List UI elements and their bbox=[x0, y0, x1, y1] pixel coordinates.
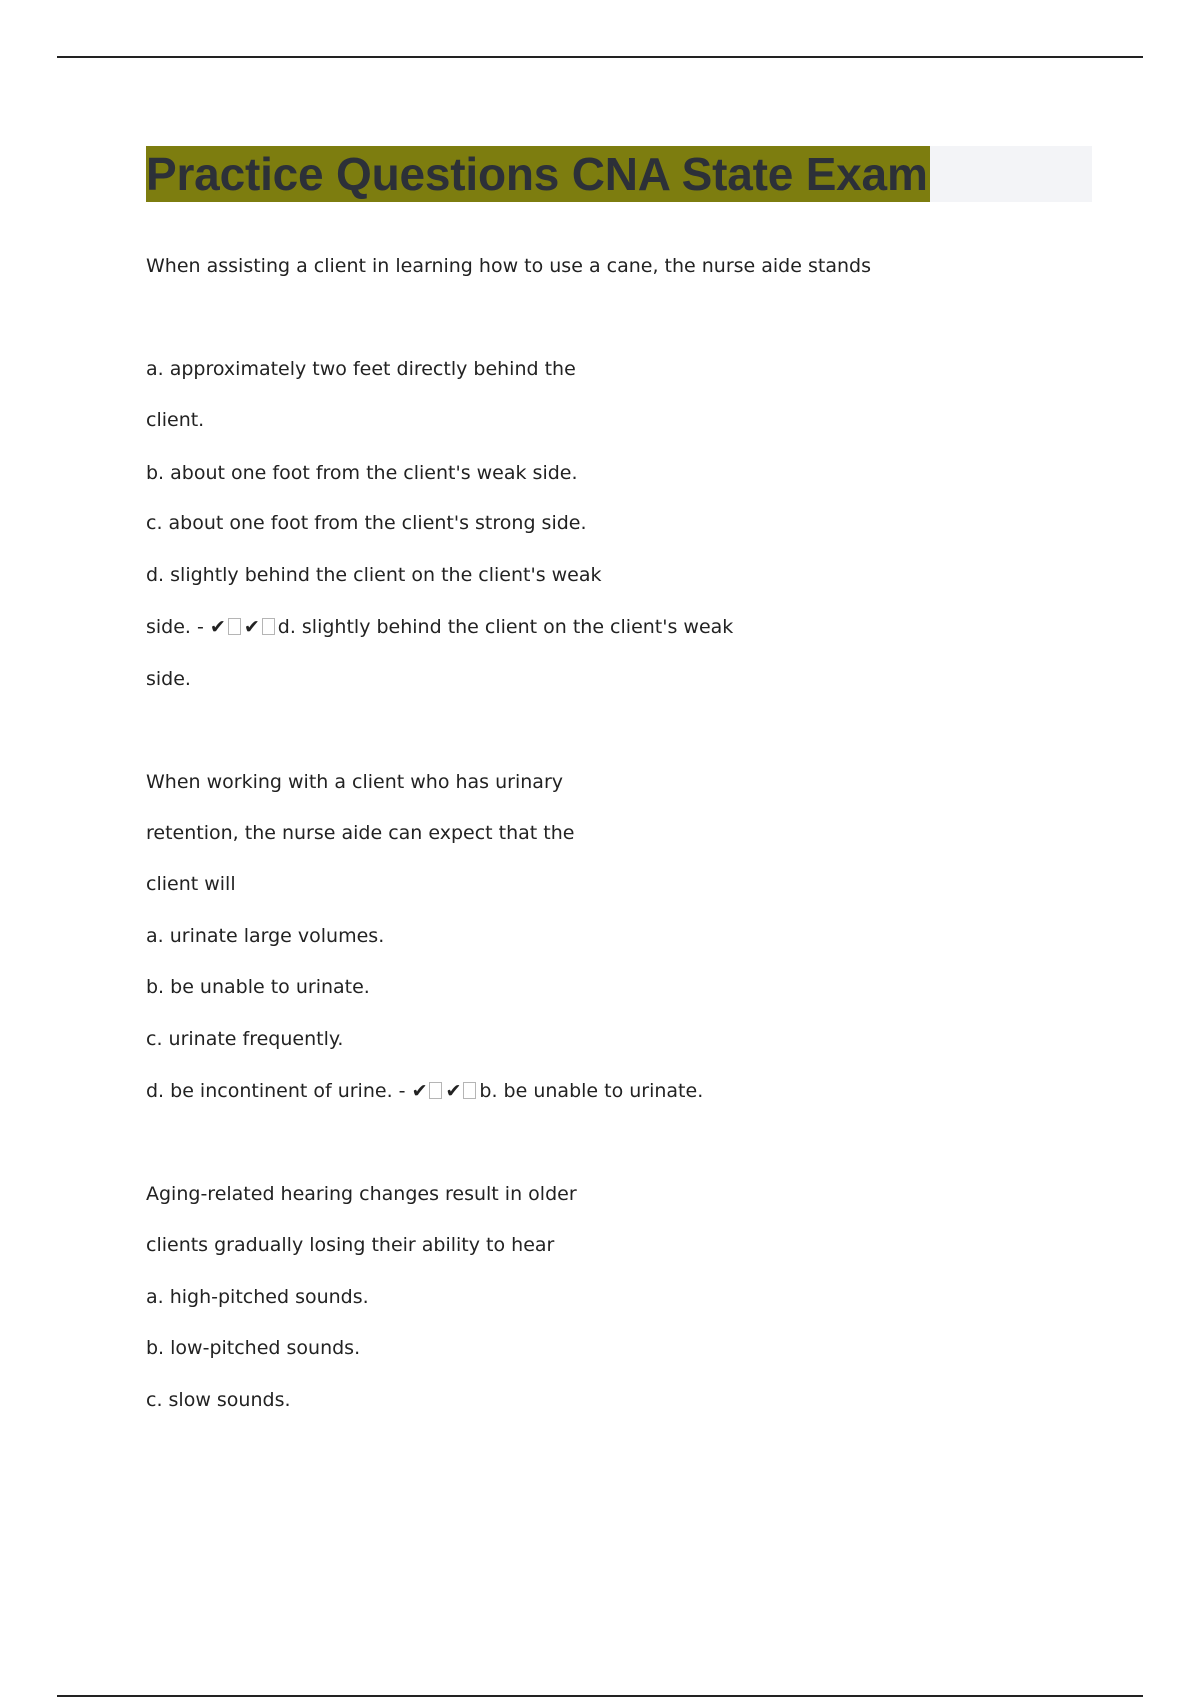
question-2-option-a: a. urinate large volumes. bbox=[146, 925, 385, 947]
question-2-answer: b. be unable to urinate. bbox=[479, 1080, 704, 1102]
question-1-answer: d. slightly behind the client on the client's weak bbox=[277, 616, 734, 638]
missing-glyph-box-icon bbox=[463, 1082, 476, 1099]
question-1-answer-line bbox=[146, 615, 733, 639]
question-1-option-a-cont: client. bbox=[146, 409, 205, 431]
check-icon: ✔ bbox=[411, 1080, 428, 1102]
check-icon: ✔ bbox=[445, 1080, 462, 1102]
title-highlight bbox=[146, 146, 930, 202]
question-1-option-b: b. about one foot from the client's weak side. bbox=[146, 462, 578, 484]
question-2-answer-line bbox=[146, 1079, 703, 1103]
question-2-stem: When working with a client who has urinary bbox=[146, 771, 563, 793]
header-rule bbox=[57, 56, 1143, 58]
question-2-option-d: d. be incontinent of urine. - bbox=[146, 1080, 406, 1102]
missing-glyph-box-icon bbox=[429, 1082, 442, 1099]
missing-glyph-box-icon bbox=[262, 618, 275, 635]
question-1-answer-cont: side. bbox=[146, 668, 191, 690]
check-icon: ✔ bbox=[243, 616, 260, 638]
question-1-option-c: c. about one foot from the client's strong side. bbox=[146, 512, 587, 534]
question-1-option-d-cont: side. - bbox=[146, 616, 204, 638]
document-title: Practice Questions CNA State Exam bbox=[146, 148, 928, 200]
question-2-option-c: c. urinate frequently. bbox=[146, 1028, 344, 1050]
question-3-option-b: b. low-pitched sounds. bbox=[146, 1337, 361, 1359]
question-3-stem-cont: clients gradually losing their ability to hear bbox=[146, 1234, 555, 1256]
footer-rule bbox=[57, 1695, 1143, 1697]
check-icon: ✔ bbox=[209, 616, 226, 638]
question-2-stem-cont: retention, the nurse aide can expect that the bbox=[146, 822, 575, 844]
question-3-option-a: a. high-pitched sounds. bbox=[146, 1286, 369, 1308]
missing-glyph-box-icon bbox=[228, 618, 241, 635]
question-2-option-b: b. be unable to urinate. bbox=[146, 976, 370, 998]
question-1-option-a: a. approximately two feet directly behind the bbox=[146, 358, 576, 380]
question-1-option-d: d. slightly behind the client on the client's weak bbox=[146, 564, 602, 586]
question-3-stem: Aging-related hearing changes result in older bbox=[146, 1183, 577, 1205]
question-2-stem-cont: client will bbox=[146, 873, 236, 895]
question-3-option-c: c. slow sounds. bbox=[146, 1389, 291, 1411]
question-1-stem: When assisting a client in learning how to use a cane, the nurse aide stands bbox=[146, 255, 871, 277]
